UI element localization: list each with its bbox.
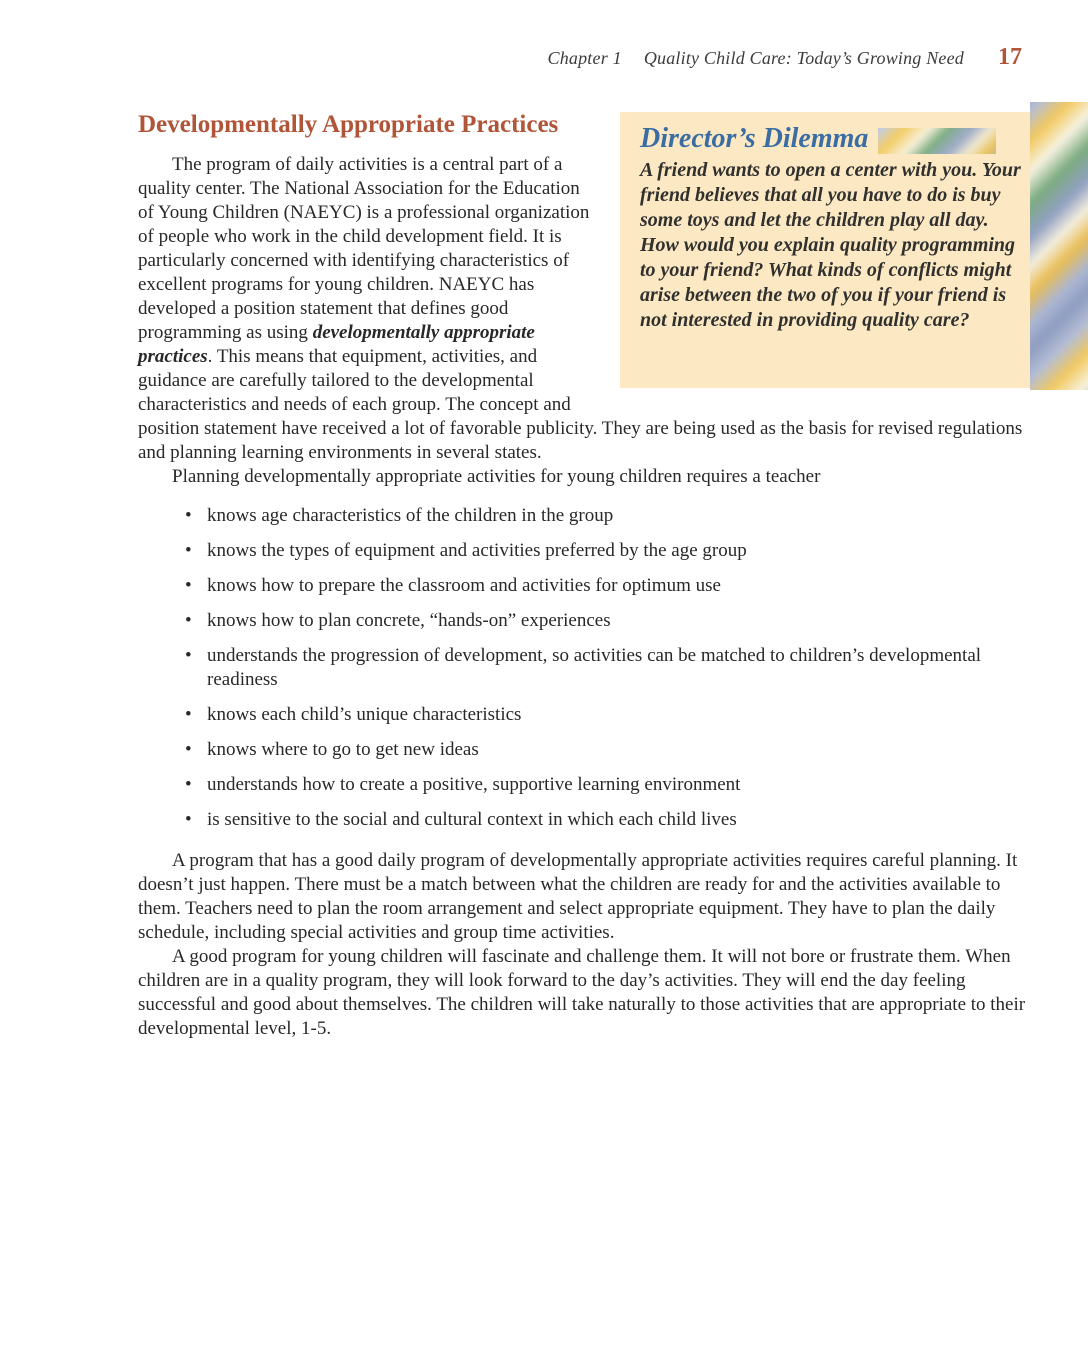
list-item (138, 539, 1030, 563)
list-item (138, 738, 1030, 762)
bullet-icon: • (185, 575, 192, 596)
chapter-title: Quality Child Care: Today’s Growing Need (643, 48, 964, 68)
good-program-paragraph: A good program for young children will fascinate and challenge them. It will not bore or frustrate them. When children are in a quality program, they will look forward to the day’s activities. They will end the day feeling successful and good about themselves. The children will take naturally to those activities that are appropriate to their developmental level, 1-5. (138, 946, 1026, 1039)
bullet-icon: • (185, 610, 192, 631)
watercolor-texture (1030, 102, 1088, 390)
emphasized-phrase: developmentally appropriate practices (138, 322, 535, 367)
program-planning-paragraph: A program that has a good daily program of developmentally appropriate activities requires careful planning. It doesn’t just happen. There must be a match between what the children are ready for and the activities available to them. Teachers need to plan the room arrangement and select appropriate equipment. They have to plan the daily schedule, including special activities and group time activities. (138, 850, 1018, 943)
dilemma-title: Director’s Dilemma (640, 123, 869, 155)
dilemma-sidebar (620, 110, 1030, 398)
list-item-text: knows how to prepare the classroom and activities for optimum use (207, 575, 721, 596)
list-item-text: knows how to plan concrete, “hands-on” experiences (207, 610, 611, 631)
list-item (138, 808, 1030, 832)
list-item (138, 644, 1030, 692)
bullet-icon: • (185, 505, 192, 526)
list-item (138, 504, 1030, 528)
bullet-icon: • (185, 540, 192, 561)
bullet-icon: • (185, 704, 192, 725)
page-number: 17 (998, 44, 1022, 70)
list-item-text: is sensitive to the social and cultural context in which each child lives (207, 809, 737, 830)
list-item-text: knows age characteristics of the children in the group (207, 505, 614, 526)
main-content (138, 108, 1030, 1041)
list-item-text: understands how to create a positive, supportive learning environment (207, 774, 741, 795)
list-item (138, 574, 1030, 598)
watercolor-side-strip (1030, 102, 1088, 390)
paragraph-text: The program of daily activities is a central part of a quality center. The National Association for the Education of Young Children (NAEYC) is a professional organization of people who work in the child development field. It is particularly concerned with identifying characteristics of excellent programs for young children. NAEYC has developed a position statement that defines good programming as using (138, 154, 590, 343)
running-header (548, 44, 1023, 71)
dilemma-body-text: A friend wants to open a center with you. Your friend believes that all you have to do is buy some toys and let the children play all day. How would you explain quality programming to your friend? What kinds of conflicts might arise between the two of you if your friend is not interested in providing quality care? (640, 159, 1021, 331)
list-item-text: knows where to go to get new ideas (207, 739, 479, 760)
list-item-text: understands the progression of development, so activities can be matched to children’s developmental readiness (207, 645, 982, 690)
list-item (138, 773, 1030, 797)
teacher-skills-list (138, 504, 1030, 832)
bullet-icon: • (185, 739, 192, 760)
bullet-icon: • (185, 774, 192, 795)
list-item (138, 703, 1030, 727)
chapter-label: Chapter 1 (547, 48, 622, 68)
watercolor-texture (878, 128, 996, 154)
section-heading: Developmentally Appropriate Practices (138, 111, 559, 138)
bullet-icon: • (185, 809, 192, 830)
dilemma-box (620, 112, 1030, 388)
watercolor-title-strip (878, 128, 996, 154)
list-item-text: knows each child’s unique characteristics (207, 704, 522, 725)
dilemma-title-row (640, 124, 1022, 154)
list-item-text: knows the types of equipment and activities preferred by the age group (207, 540, 747, 561)
list-item (138, 609, 1030, 633)
planning-paragraph: Planning developmentally appropriate activities for young children requires a teacher (172, 466, 821, 487)
bullet-icon: • (185, 645, 192, 666)
paragraph-text: . This means that equipment, activities, and guidance are carefully tailored to the developmental characteristics and needs of each group. The concept and position statement have received a lot of favorable publicity. They are being used as the basis for revised regulations and planning learning environments in several states. (138, 346, 1023, 463)
